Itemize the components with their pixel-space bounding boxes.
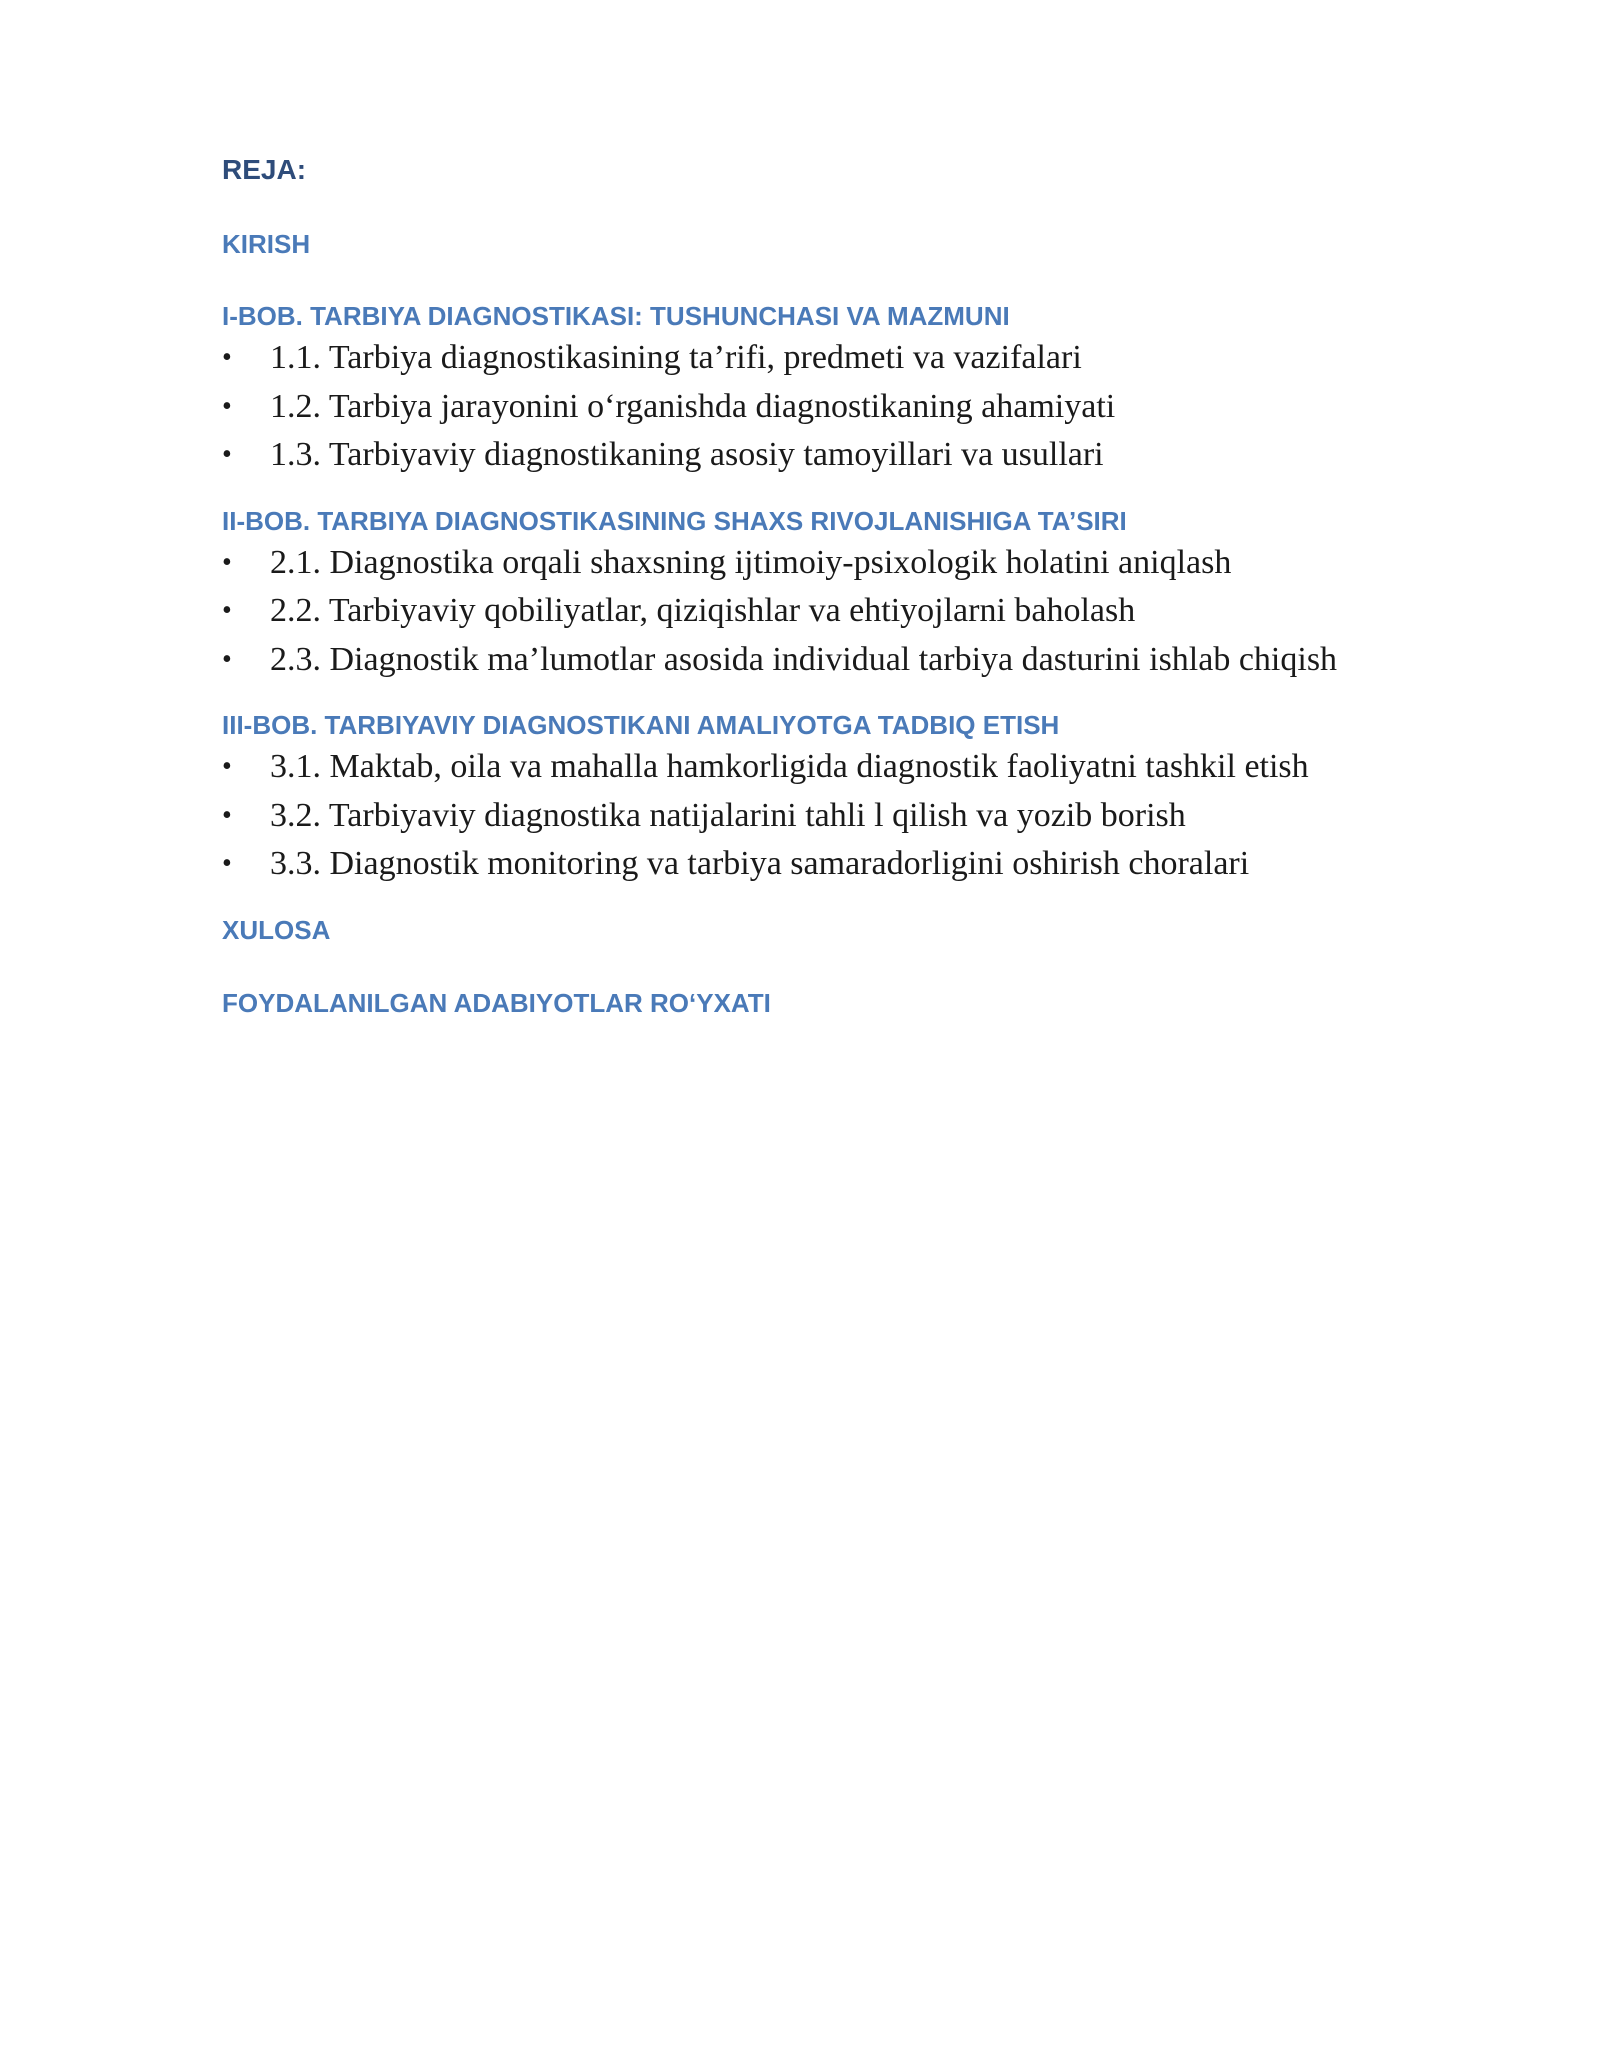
list-item <box>222 840 1482 889</box>
chapter-1-list <box>222 334 1482 480</box>
bullet-icon: • <box>222 799 232 831</box>
list-item-text: 3.1. Maktab, oila va mahalla hamkorligida diagnostik faoliyatni tashkil etish <box>270 748 1309 785</box>
list-item <box>222 587 1482 636</box>
chapter-3-heading: III-BOB. TARBIYAVIY DIAGNOSTIKANI AMALIYOTGA TADBIQ ETISH <box>222 710 1060 740</box>
list-item <box>222 539 1482 588</box>
list-item <box>222 431 1482 480</box>
intro-heading: KIRISH <box>222 229 311 259</box>
chapter-1-heading: I-BOB. TARBIYA DIAGNOSTIKASI: TUSHUNCHASI VA MAZMUNI <box>222 301 1010 331</box>
list-item <box>222 383 1482 432</box>
plan-title: REJA: <box>222 154 307 185</box>
bullet-icon: • <box>222 643 232 675</box>
list-item-text: 1.2. Tarbiya jarayonini o‘rganishda diagnostikaning ahamiyati <box>270 387 1116 425</box>
list-item <box>222 636 1482 685</box>
list-item-text: 2.1. Diagnostika orqali shaxsning ijtimoiy-psixologik holatini aniqlash <box>270 543 1232 581</box>
list-item-text: 3.3. Diagnostik monitoring va tarbiya samaradorligini oshirish choralari <box>270 845 1250 882</box>
chapter-3-list <box>222 743 1482 889</box>
chapter-2-list <box>222 539 1482 685</box>
list-item <box>222 743 1482 792</box>
bullet-icon: • <box>222 751 232 782</box>
list-item-text: 2.3. Diagnostik ma’lumotlar asosida individual tarbiya dasturini ishlab chiqish <box>270 640 1338 678</box>
list-item-text: 1.3. Tarbiyaviy diagnostikaning asosiy tamoyillari va usullari <box>270 436 1104 473</box>
list-item-text: 2.2. Tarbiyaviy qobiliyatlar, qiziqishlar va ehtiyojlarni baholash <box>270 592 1136 629</box>
bullet-icon: • <box>222 595 232 626</box>
bullet-icon: • <box>222 848 232 879</box>
list-item-text: 3.2. Tarbiyaviy diagnostika natijalarini tahli l qilish va yozib borish <box>270 796 1186 834</box>
document-page <box>222 150 1482 1021</box>
list-item-text: 1.1. Tarbiya diagnostikasining ta’rifi, predmeti va vazifalari <box>270 339 1082 376</box>
list-item <box>222 334 1482 383</box>
bullet-icon: • <box>222 390 232 422</box>
chapter-2-heading: II-BOB. TARBIYA DIAGNOSTIKASINING SHAXS RIVOJLANISHIGA TA’SIRI <box>222 505 1127 536</box>
bullet-icon: • <box>222 546 232 578</box>
list-item <box>222 792 1482 841</box>
bullet-icon: • <box>222 439 232 470</box>
references-heading: FOYDALANILGAN ADABIYOTLAR RO‘YXATI <box>222 987 771 1018</box>
conclusion-heading: XULOSA <box>222 914 331 945</box>
bullet-icon: • <box>222 342 232 373</box>
